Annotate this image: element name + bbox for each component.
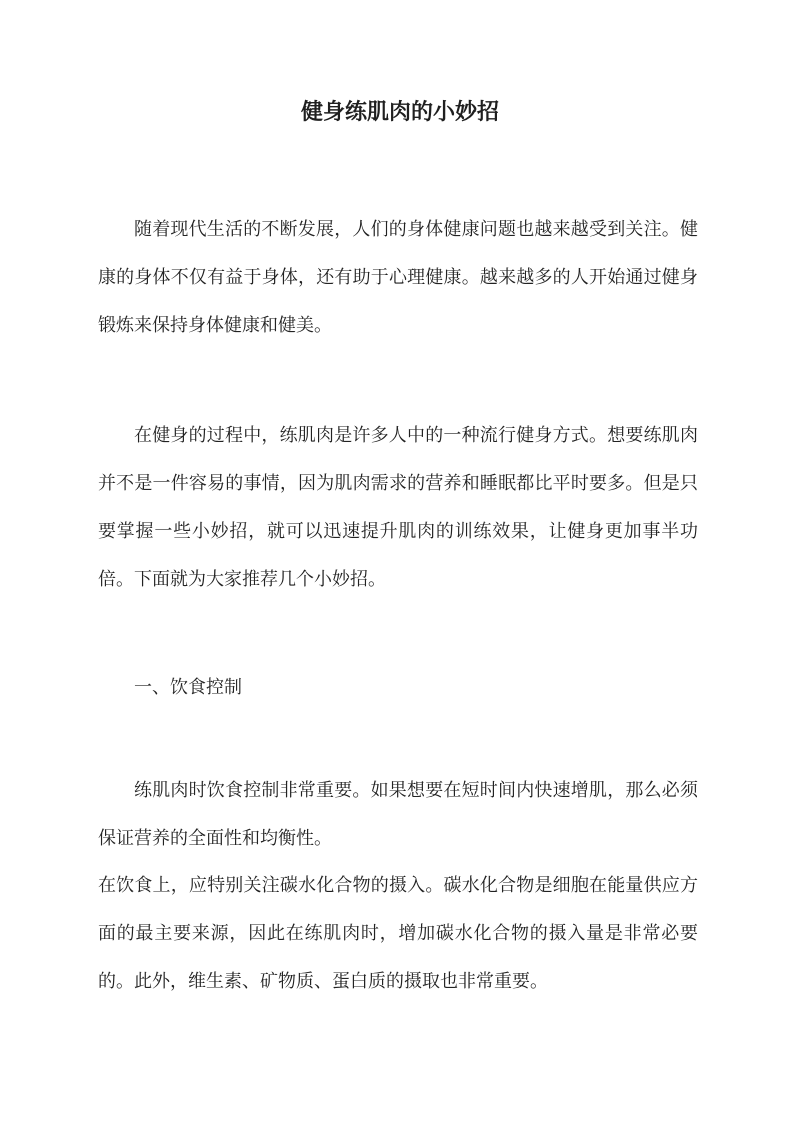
section-paragraph: 练肌肉时饮食控制非常重要。如果想要在短时间内快速增肌，那么必须保证营养的全面性和均衡性。 [98,780,698,849]
section-heading: 一、饮食控制 [134,677,242,698]
intro-paragraph-2: 在健身的过程中，练肌肉是许多人中的一种流行健身方式。想要练肌肉并不是一件容易的事情，因为肌肉需求的营养和睡眠都比平时要多。但是只要掌握一些小妙招，就可以迅速提升肌肉的训练效果，让健身更加事半功倍。下面就为大家推荐几个小妙招。 [98,425,698,590]
section-paragraph-2: 在饮食上，应特别关注碳水化合物的摄入。碳水化合物是细胞在能量供应方面的最主要来源，因此在练肌肉时，增加碳水化合物的摄入量是非常必要的。此外，维生素、矿物质、蛋白质的摄取也非常重要。 [98,875,698,992]
intro-paragraph: 随着现代生活的不断发展，人们的身体健康问题也越来越受到关注。健康的身体不仅有益于身体，还有助于心理健康。越来越多的人开始通过健身锻炼来保持身体健康和健美。 [98,219,698,336]
document-title: 健身练肌肉的小妙招 [300,99,499,125]
